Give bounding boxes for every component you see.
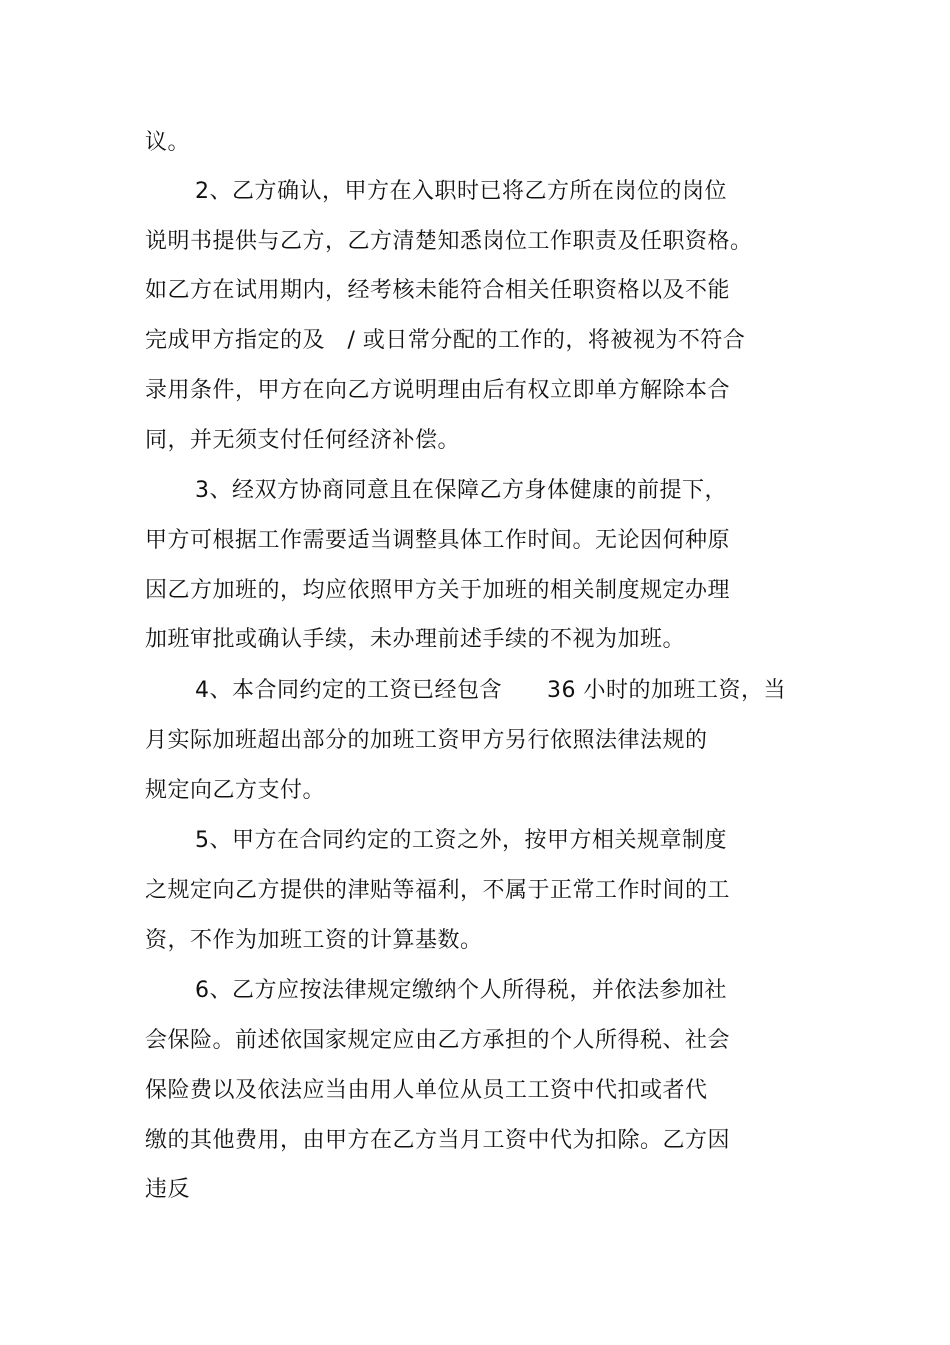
text-line: 保险费以及依法应当由用人单位从员工工资中代扣或者代: [145, 1078, 708, 1103]
text-line: 规定向乙方支付。: [145, 778, 326, 803]
text-line: 因乙方加班的，均应依照甲方关于加班的相关制度规定办理: [145, 578, 731, 603]
text-line: 加班审批或确认手续，未办理前述手续的不视为加班。: [145, 627, 686, 652]
text-line: 缴的其他费用，由甲方在乙方当月工资中代为扣除。乙方因: [145, 1128, 731, 1153]
text-line: 资，不作为加班工资的计算基数。: [145, 928, 483, 953]
text-line: 会保险。前述依国家规定应由乙方承担的个人所得税、社会: [145, 1028, 731, 1053]
paragraph-2-line: 2、乙方确认，甲方在入职时已将乙方所在岗位的岗位: [195, 179, 727, 204]
text-line: 同，并无须支付任何经济补偿。: [145, 428, 461, 453]
text-line: 违反: [145, 1177, 191, 1202]
paragraph-6-line: 6、乙方应按法律规定缴纳个人所得税，并依法参加社: [195, 978, 727, 1003]
text-line: 录用条件，甲方在向乙方说明理由后有权立即单方解除本合: [145, 378, 731, 403]
text-line: 完成甲方指定的及 / 或日常分配的工作的，将被视为不符合: [145, 328, 746, 353]
text-line: 之规定向乙方提供的津贴等福利，不属于正常工作时间的工: [145, 878, 731, 903]
text-line: 说明书提供与乙方，乙方清楚知悉岗位工作职责及任职资格。: [145, 229, 753, 254]
text-line: 甲方可根据工作需要适当调整具体工作时间。无论因何种原: [145, 528, 731, 553]
text-line: 月实际加班超出部分的加班工资甲方另行依照法律法规的: [145, 728, 708, 753]
text-line: 议。: [145, 130, 191, 155]
paragraph-3-line: 3、经双方协商同意且在保障乙方身体健康的前提下，: [195, 478, 727, 503]
text-line: 如乙方在试用期内，经考核未能符合相关任职资格以及不能: [145, 278, 731, 303]
paragraph-4-line: 4、本合同约定的工资已经包含 36 小时的加班工资，当: [195, 678, 786, 703]
paragraph-5-line: 5、甲方在合同约定的工资之外，按甲方相关规章制度: [195, 828, 727, 853]
